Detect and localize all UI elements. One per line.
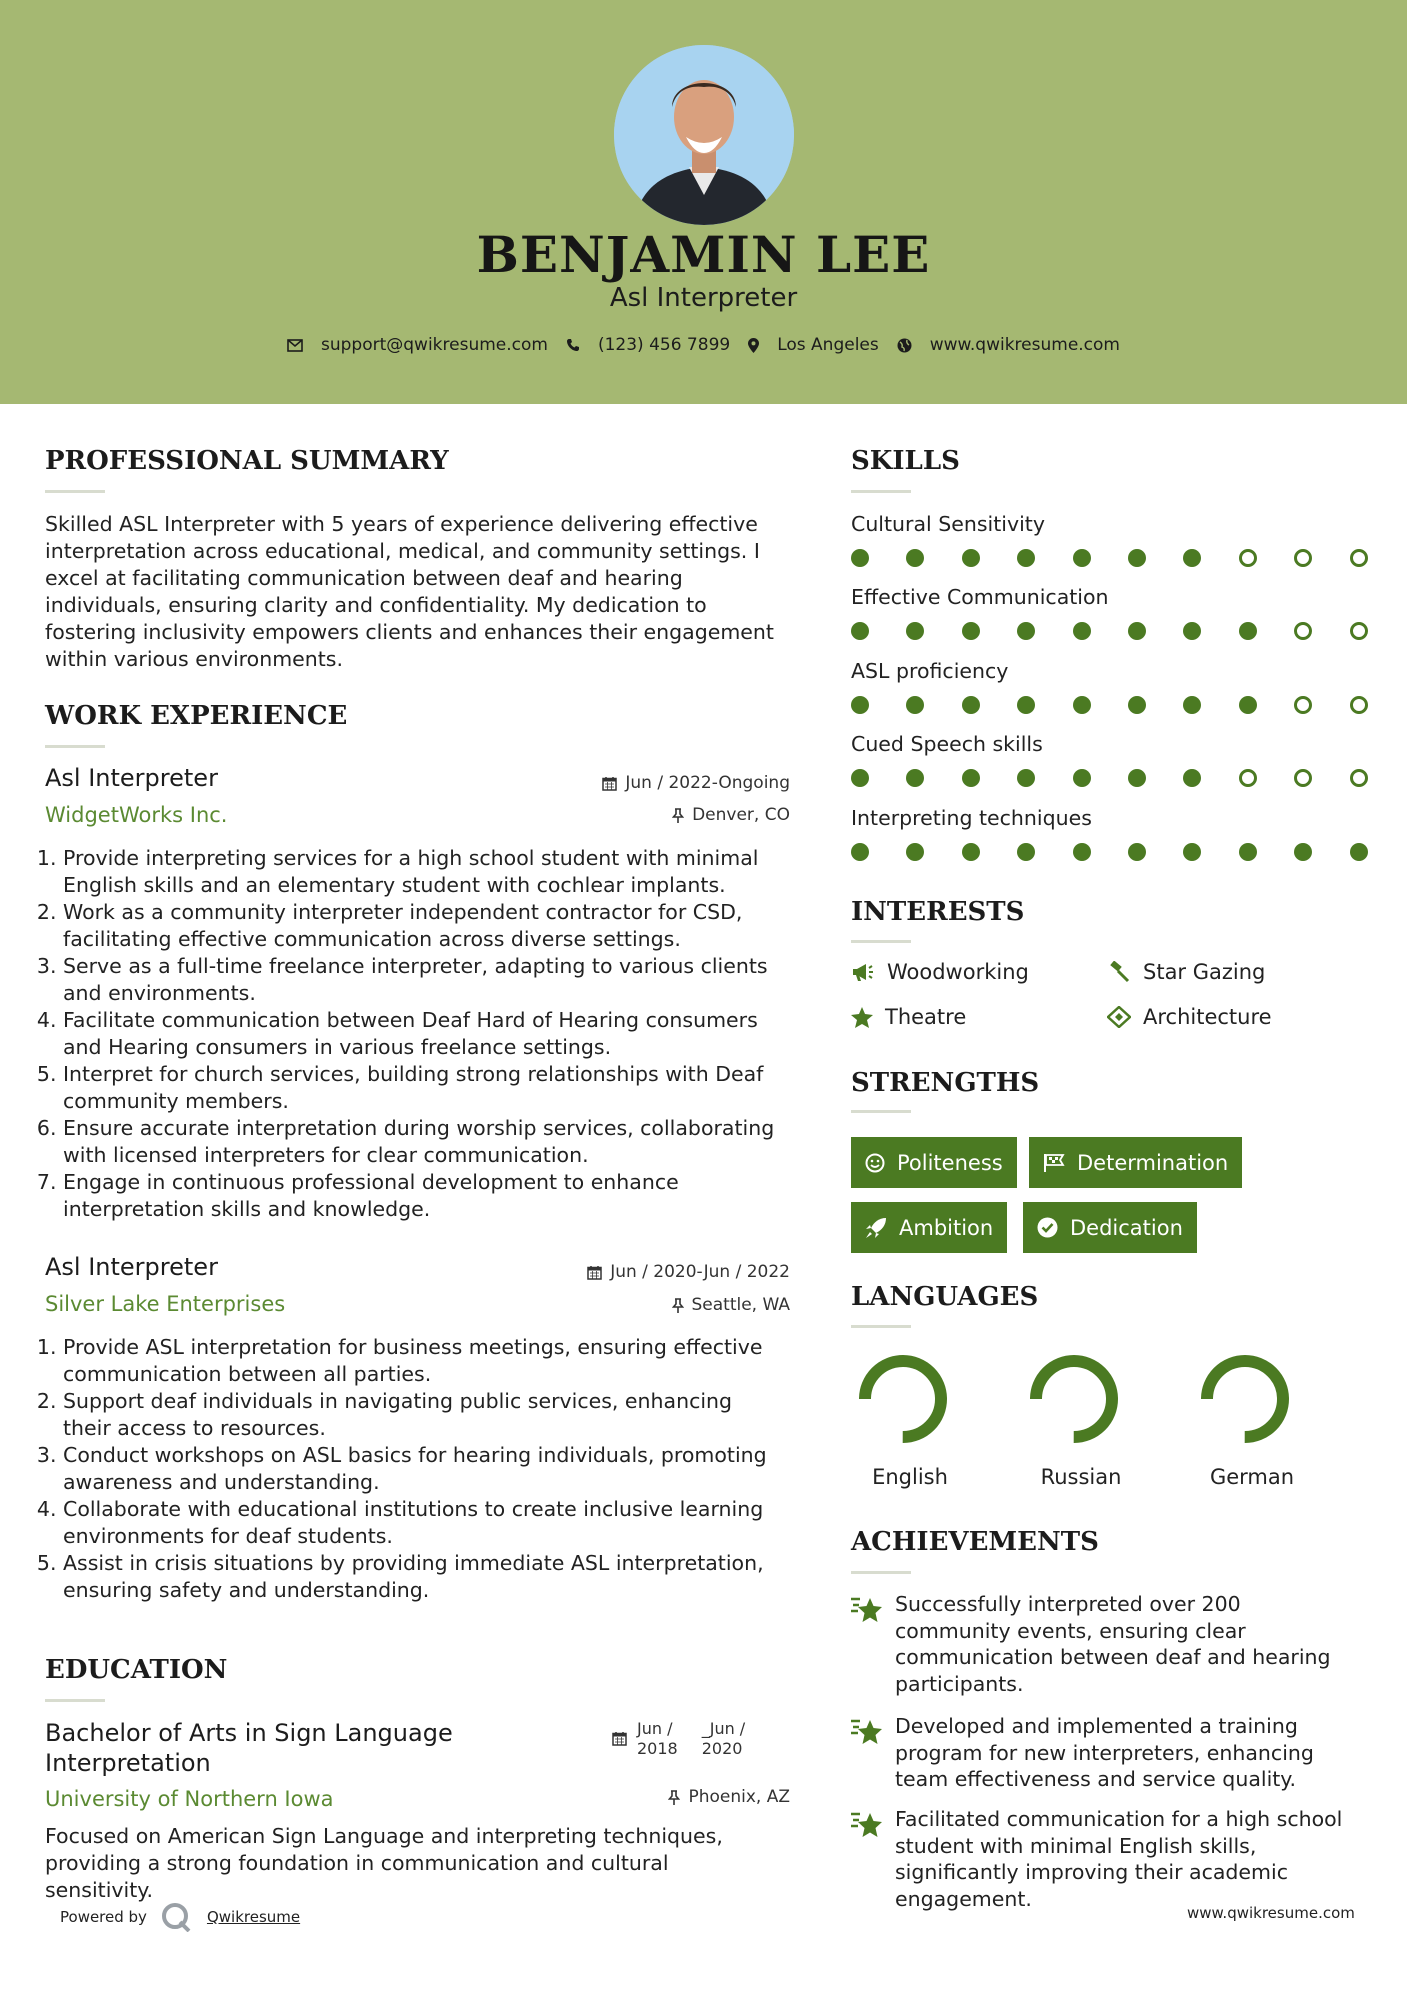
duty-line: Provide interpreting services for a high school student with minimal: [63, 846, 759, 870]
list-item: [63, 899, 805, 953]
rocket-icon: [865, 1217, 887, 1239]
education-divider: [45, 1699, 105, 1702]
achievement-line: participants.: [895, 1671, 1024, 1696]
skill-dot-empty: [1294, 549, 1312, 567]
calendar-icon: [602, 776, 617, 791]
skill-dot-filled: [1128, 696, 1146, 714]
achievement-line: significantly improving their academic: [895, 1860, 1288, 1884]
avatar: [614, 45, 794, 225]
skill-dot-filled: [906, 622, 924, 640]
duty-line: community members.: [63, 1089, 289, 1113]
list-item: [63, 1496, 805, 1550]
skill-label: Effective Communication: [851, 585, 1109, 609]
skill-dot-filled: [1017, 843, 1035, 861]
skill-dot-empty: [1350, 622, 1368, 640]
duty-line: Support deaf individuals in navigating public services, enhancing: [63, 1389, 733, 1413]
company-name: WidgetWorks Inc.: [45, 803, 228, 827]
duty-line: Ensure accurate interpretation during worship services, collaborating: [63, 1116, 775, 1140]
experience-heading: WORK EXPERIENCE: [45, 701, 348, 731]
language-label: English: [872, 1465, 948, 1489]
skill-dot-empty: [1350, 549, 1368, 567]
ticket-icon: [1107, 1006, 1131, 1028]
skill-dot-filled: [962, 843, 980, 861]
list-item: [63, 1115, 805, 1169]
contact-website[interactable]: [897, 335, 1120, 355]
duty-line: Serve as a full-time freelance interpreter, adapting to various clients: [63, 954, 768, 978]
skill-dot-empty: [1294, 769, 1312, 787]
skill-dot-filled: [851, 549, 869, 567]
skill-label: Interpreting techniques: [851, 806, 1092, 830]
skill-dot-filled: [851, 843, 869, 861]
interests-heading: INTERESTS: [851, 897, 1025, 927]
achievement-line: community events, ensuring clear: [895, 1618, 1246, 1643]
language-level-ring: [1195, 1349, 1295, 1449]
start-month: Jun /: [637, 1719, 673, 1738]
skill-dot-filled: [1073, 843, 1091, 861]
duty-line: and Hearing consumers in various freelance settings.: [63, 1035, 612, 1059]
skill-dot-filled: [1294, 843, 1312, 861]
achievement-line: engagement.: [895, 1886, 1032, 1911]
summary-line: fostering inclusivity empowers clients and enhances their engagement: [45, 620, 774, 644]
skill-dot-filled: [1183, 696, 1201, 714]
duty-line: Work as a community interpreter independent contractor for CSD,: [63, 900, 743, 924]
duty-line: communication between all parties.: [63, 1362, 432, 1386]
duty-line: with licensed interpreters for clear communication.: [63, 1143, 589, 1167]
job-location-text: Seattle, WA: [691, 1295, 790, 1315]
star-icon: [851, 1007, 873, 1028]
interest-label: Woodworking: [887, 960, 1029, 984]
job-location: [520, 805, 790, 825]
degree-line: Bachelor of Arts in Sign Language: [45, 1719, 453, 1747]
skill-dot-filled: [1017, 769, 1035, 787]
interest-item: [851, 1005, 966, 1029]
summary-divider: [45, 490, 105, 493]
interest-item: [851, 960, 1029, 984]
language-level-arc: [1036, 1361, 1112, 1437]
education-location-text: Phoenix, AZ: [688, 1787, 790, 1807]
achievement-item: [895, 1713, 1314, 1793]
achievement-line: team effectiveness and service quality.: [895, 1767, 1297, 1791]
duty-line: interpretation skills and knowledge.: [63, 1197, 431, 1221]
summary-text: [45, 511, 774, 673]
skill-dot-filled: [906, 549, 924, 567]
strength-badge: [851, 1137, 1017, 1188]
language-level-ring: [853, 1349, 953, 1449]
gavel-icon: [1107, 961, 1131, 983]
header-banner: [0, 0, 1407, 404]
skill-dot-filled: [1183, 549, 1201, 567]
skill-label: Cued Speech skills: [851, 732, 1043, 756]
duty-line: and environments.: [63, 981, 256, 1005]
email-text: support@qwikresume.com: [321, 335, 548, 355]
strength-label: Ambition: [899, 1215, 994, 1240]
phone-icon: [566, 338, 580, 352]
skill-dot-filled: [1128, 769, 1146, 787]
skill-dot-filled: [1239, 843, 1257, 861]
skill-dot-filled: [1073, 696, 1091, 714]
skill-dot-filled: [1017, 622, 1035, 640]
footer-site[interactable]: www.qwikresume.com: [1187, 1904, 1355, 1922]
summary-line: individuals, ensuring clarity and confidentiality. My dedication to: [45, 593, 707, 617]
languages-heading: LANGUAGES: [851, 1282, 1039, 1312]
qwikresume-logo-icon: [161, 1902, 193, 1932]
megaphone-icon: [851, 962, 875, 982]
list-item: [63, 1334, 805, 1388]
powered-by-label: Powered by: [60, 1908, 147, 1926]
interests-divider: [851, 940, 911, 943]
skill-dot-empty: [1350, 696, 1368, 714]
skill-dot-empty: [1294, 622, 1312, 640]
skill-dot-filled: [962, 549, 980, 567]
duty-line: English skills and an elementary student with cochlear implants.: [63, 873, 726, 897]
end-year: 2020: [701, 1739, 743, 1758]
duty-line: ensuring safety and understanding.: [63, 1578, 430, 1602]
list-item: [63, 1169, 805, 1223]
skill-dot-filled: [962, 696, 980, 714]
skill-dot-empty: [1239, 769, 1257, 787]
duty-line: facilitating effective communication across diverse settings.: [63, 927, 681, 951]
smile-icon: [865, 1153, 885, 1173]
pushpin-icon: [668, 1790, 680, 1805]
job-duties-list: [45, 1334, 805, 1604]
interest-item: [1107, 1005, 1272, 1029]
duty-line: environments for deaf students.: [63, 1524, 393, 1548]
phone-text: (123) 456 7899: [597, 335, 731, 355]
skill-dot-filled: [1183, 622, 1201, 640]
duty-line: Engage in continuous professional development to enhance: [63, 1170, 679, 1194]
start-year: 2018: [637, 1739, 678, 1758]
flag-icon: [1043, 1153, 1065, 1173]
strengths-divider: [851, 1110, 911, 1113]
skills-heading: SKILLS: [851, 446, 960, 476]
duty-line: Facilitate communication between Deaf Hard of Hearing consumers: [63, 1008, 758, 1032]
contact-location: [748, 335, 879, 355]
end-month: _Jun /: [701, 1719, 746, 1738]
skill-dot-filled: [1183, 769, 1201, 787]
strength-label: Politeness: [897, 1150, 1003, 1175]
skill-dot-filled: [1128, 549, 1146, 567]
summary-line: excel at facilitating communication between deaf and hearing: [45, 566, 683, 590]
achievement-star-icon: [850, 1811, 884, 1839]
duty-line: Collaborate with educational institutions to create inclusive learning: [63, 1497, 764, 1521]
interest-label: Theatre: [885, 1005, 967, 1029]
education-heading: EDUCATION: [45, 1655, 228, 1685]
skill-dot-filled: [851, 696, 869, 714]
list-item: [63, 1007, 805, 1061]
envelope-icon: [287, 339, 303, 352]
job-duties-list: [45, 845, 805, 1223]
job-location: [520, 1295, 790, 1315]
skill-dot-filled: [906, 843, 924, 861]
skill-dot-filled: [1073, 622, 1091, 640]
list-item: [63, 845, 805, 899]
skill-dot-filled: [1073, 769, 1091, 787]
achievement-line: student with minimal English skills,: [895, 1833, 1257, 1858]
footer-powered-by: [60, 1902, 300, 1932]
skill-label: ASL proficiency: [851, 659, 1009, 683]
achievement-line: Developed and implemented a training: [895, 1714, 1298, 1738]
skill-dot-filled: [1239, 622, 1257, 640]
job-title: Asl Interpreter: [45, 1253, 218, 1281]
calendar-icon: [612, 1731, 627, 1746]
strengths-heading: STRENGTHS: [851, 1068, 1040, 1098]
skill-dot-filled: [962, 769, 980, 787]
job-dates: [520, 1262, 790, 1282]
interest-item: [1107, 960, 1265, 984]
education-start: [637, 1719, 678, 1759]
skill-dot-filled: [1350, 843, 1368, 861]
achievement-star-icon: [850, 1596, 884, 1624]
education-desc-line: Focused on American Sign Language and interpreting techniques,: [45, 1824, 723, 1848]
skill-dot-filled: [906, 769, 924, 787]
contact-bar: [0, 335, 1407, 355]
calendar-icon: [587, 1265, 602, 1280]
strength-label: Dedication: [1070, 1215, 1183, 1240]
pushpin-icon: [672, 1298, 684, 1313]
contact-email[interactable]: [287, 335, 548, 355]
strength-badge: [1023, 1202, 1197, 1253]
degree-line: Interpretation: [45, 1749, 211, 1777]
achievement-line: Facilitated communication for a high school: [895, 1807, 1343, 1831]
degree-title: [45, 1718, 453, 1778]
skill-dot-filled: [1183, 843, 1201, 861]
job-location-text: Denver, CO: [692, 805, 790, 825]
job-dates-text: Jun / 2020-Jun / 2022: [610, 1262, 790, 1282]
skill-dot-filled: [1017, 549, 1035, 567]
skill-dot-empty: [1239, 549, 1257, 567]
education-location: [520, 1787, 790, 1807]
experience-divider: [45, 745, 105, 748]
languages-divider: [851, 1325, 911, 1328]
skill-dot-filled: [1073, 549, 1091, 567]
skill-label: Cultural Sensitivity: [851, 512, 1045, 536]
achievement-star-icon: [850, 1718, 884, 1746]
list-item: [63, 1061, 805, 1115]
duty-line: Assist in crisis situations by providing immediate ASL interpretation,: [63, 1551, 764, 1575]
duty-line: awareness and understanding.: [63, 1470, 380, 1494]
summary-line: Skilled ASL Interpreter with 5 years of experience delivering effective: [45, 512, 758, 536]
candidate-title: Asl Interpreter: [609, 283, 798, 313]
portrait-image: [614, 45, 794, 225]
list-item: [63, 953, 805, 1007]
education-description: [45, 1823, 723, 1904]
strength-badge: [1029, 1137, 1242, 1188]
skill-dot-filled: [1017, 696, 1035, 714]
achievement-item: [895, 1591, 1331, 1697]
job-dates: [520, 773, 790, 793]
achievement-item: [895, 1806, 1342, 1912]
list-item: [63, 1442, 805, 1496]
skill-dot-filled: [1239, 696, 1257, 714]
duty-line: their access to resources.: [63, 1416, 326, 1440]
achievement-line: Successfully interpreted over 200: [895, 1592, 1241, 1616]
skill-dot-empty: [1294, 696, 1312, 714]
interest-label: Architecture: [1143, 1005, 1272, 1029]
pushpin-icon: [672, 808, 684, 823]
job-title: Asl Interpreter: [45, 764, 218, 792]
skill-dot-filled: [851, 622, 869, 640]
achievements-divider: [851, 1571, 911, 1574]
skill-dot-filled: [1128, 622, 1146, 640]
company-name: Silver Lake Enterprises: [45, 1292, 286, 1316]
language-level-ring: [1024, 1349, 1124, 1449]
education-dates: [612, 1719, 745, 1759]
list-item: [63, 1388, 805, 1442]
language-label: Russian: [1040, 1465, 1122, 1489]
language-level-arc: [865, 1361, 941, 1437]
education-desc-line: providing a strong foundation in communication and cultural: [45, 1851, 669, 1875]
skill-dot-empty: [1350, 769, 1368, 787]
achievement-line: communication between deaf and hearing: [895, 1645, 1331, 1669]
summary-line: interpretation across educational, medical, and community settings. I: [45, 539, 760, 563]
duty-line: Interpret for church services, building strong relationships with Deaf: [63, 1062, 764, 1086]
duty-line: Provide ASL interpretation for business meetings, ensuring effective: [63, 1335, 763, 1359]
list-item: [63, 1550, 805, 1604]
contact-phone[interactable]: [566, 335, 730, 355]
skill-dot-filled: [962, 622, 980, 640]
interest-label: Star Gazing: [1143, 960, 1266, 984]
skill-dot-filled: [906, 696, 924, 714]
globe-icon: [897, 338, 912, 353]
candidate-name: BENJAMIN LEE: [476, 225, 931, 284]
language-level-arc: [1207, 1361, 1283, 1437]
skills-divider: [851, 490, 911, 493]
duty-line: Conduct workshops on ASL basics for hearing individuals, promoting: [63, 1443, 767, 1467]
job-dates-text: Jun / 2022-Ongoing: [625, 773, 790, 793]
achievements-heading: ACHIEVEMENTS: [851, 1527, 1099, 1557]
school-name: University of Northern Iowa: [45, 1787, 334, 1811]
language-label: German: [1209, 1465, 1295, 1489]
education-desc-line: sensitivity.: [45, 1878, 153, 1902]
summary-heading: PROFESSIONAL SUMMARY: [45, 446, 449, 476]
summary-line: within various environments.: [45, 647, 344, 671]
website-text: www.qwikresume.com: [929, 335, 1120, 355]
check-circle-icon: [1037, 1217, 1058, 1238]
location-text: Los Angeles: [777, 335, 879, 355]
strength-label: Determination: [1077, 1150, 1229, 1175]
education-end: [702, 1719, 745, 1759]
map-pin-icon: [748, 338, 759, 353]
skill-dot-filled: [1128, 843, 1146, 861]
achievement-line: program for new interpreters, enhancing: [895, 1740, 1314, 1765]
strength-badge: [851, 1202, 1007, 1253]
powered-by-link[interactable]: Qwikresume: [206, 1908, 301, 1926]
skill-dot-filled: [851, 769, 869, 787]
